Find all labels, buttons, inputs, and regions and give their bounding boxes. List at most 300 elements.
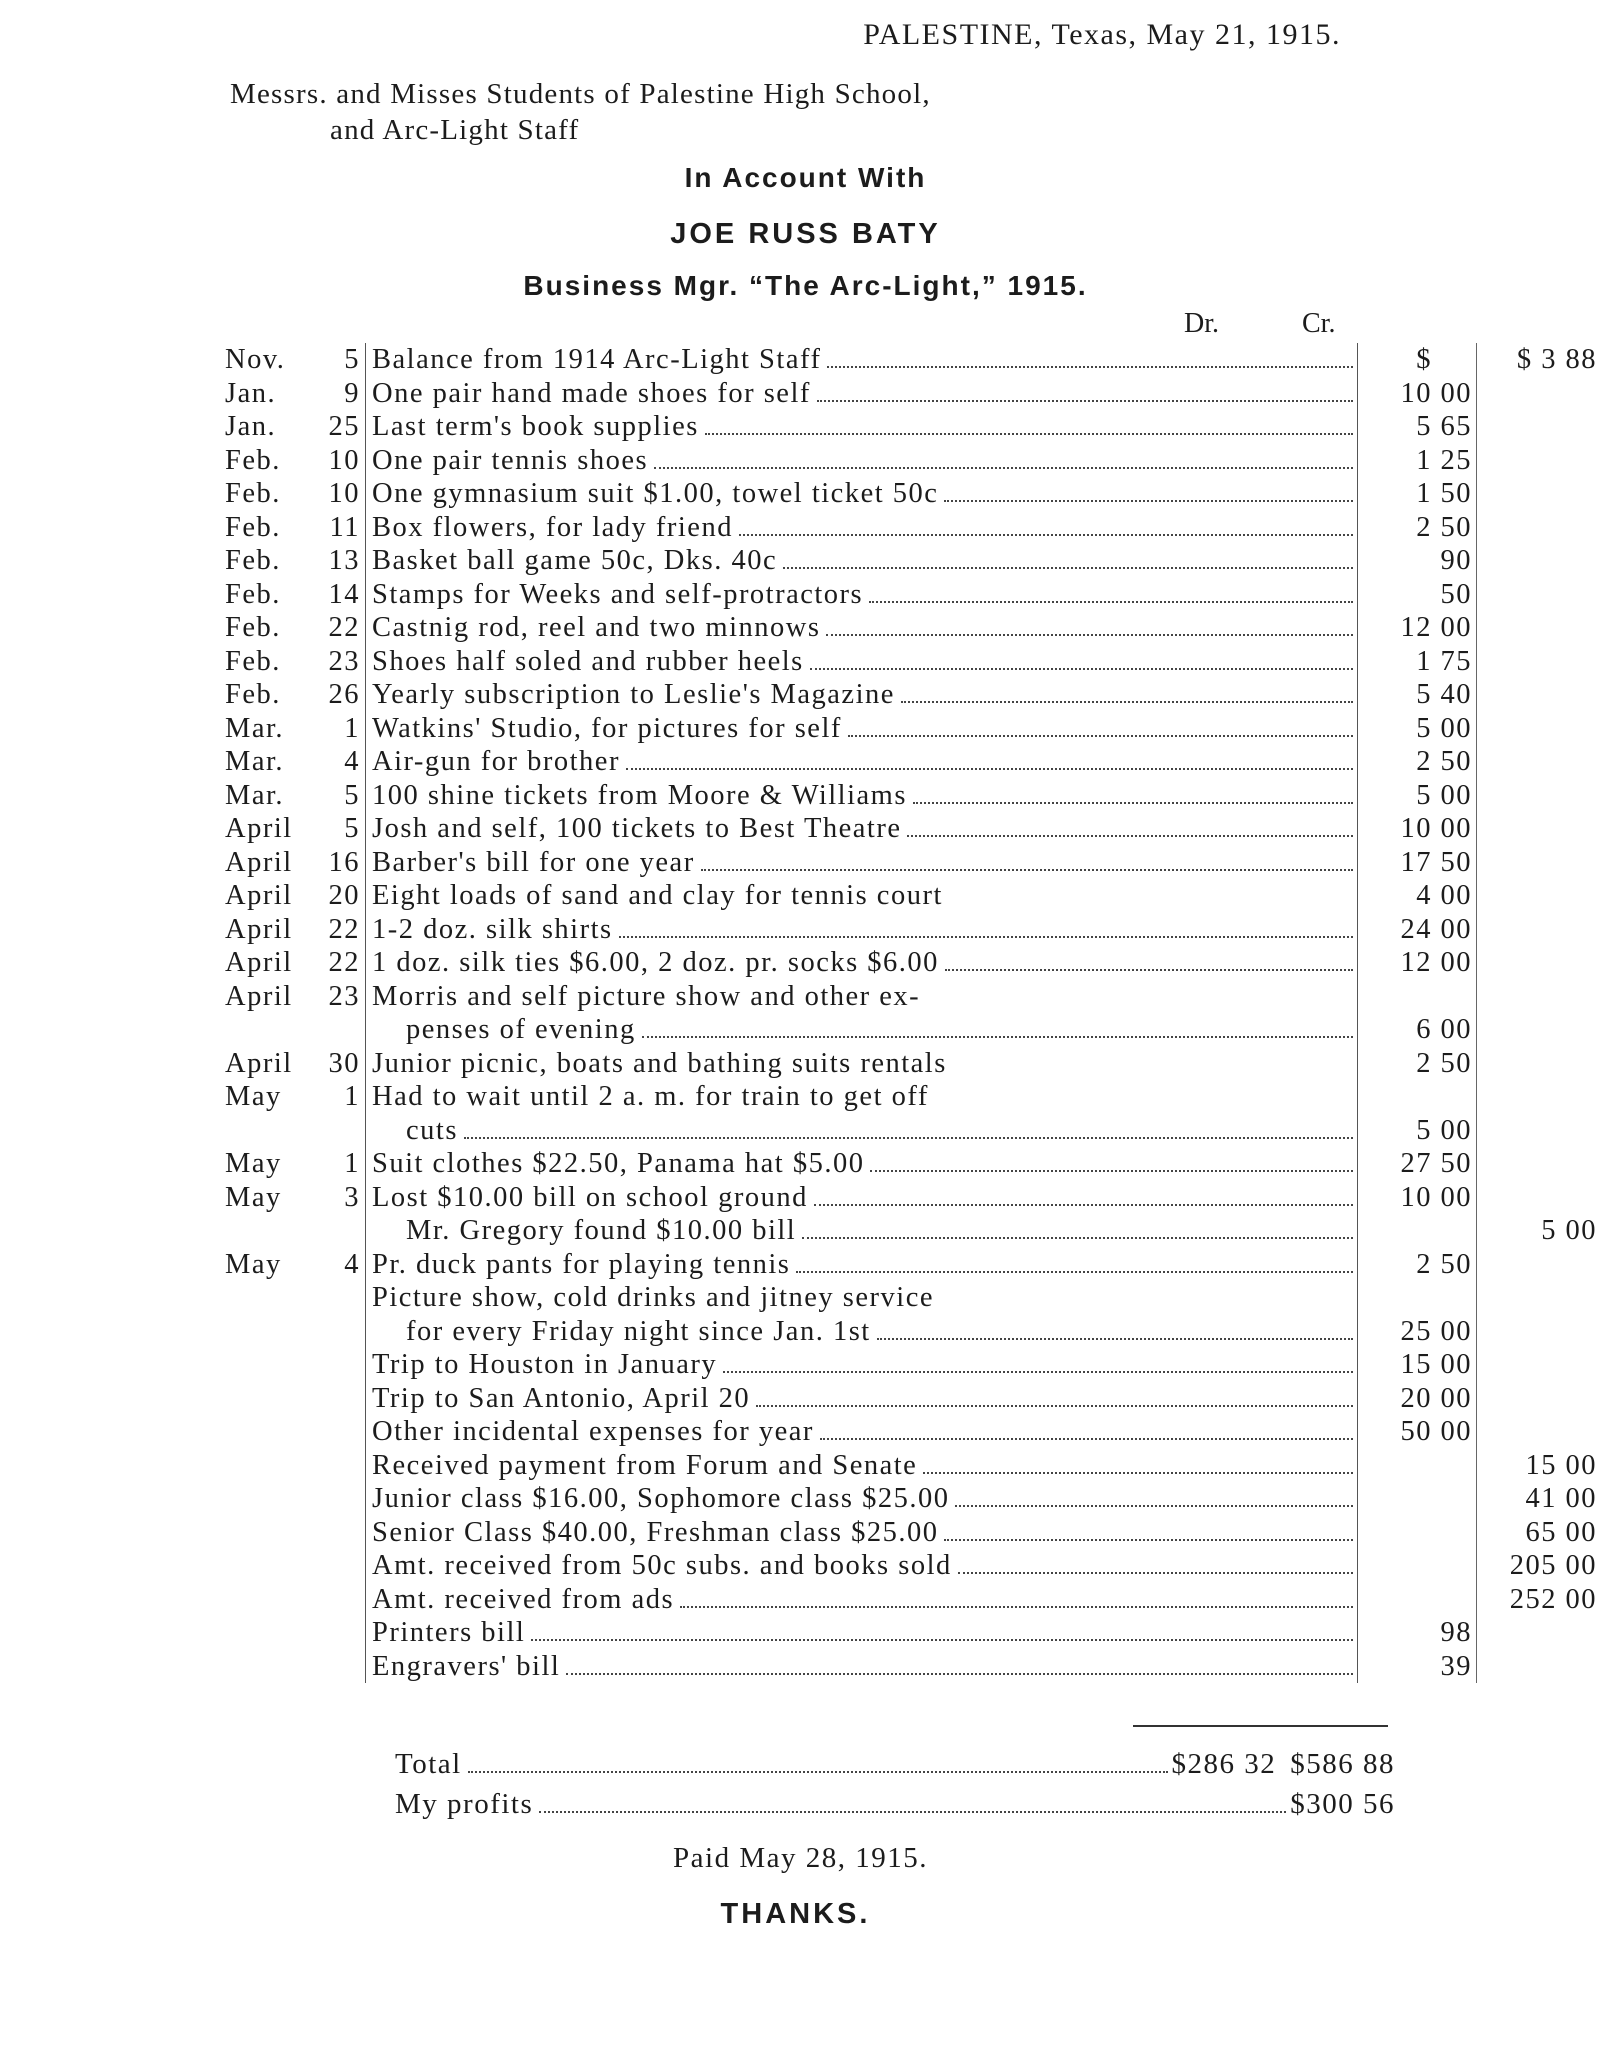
- entry-month: April: [225, 880, 293, 911]
- entry-day: 3: [344, 1181, 360, 1213]
- dot-leader: [944, 1538, 1353, 1541]
- entry-debit-dollars: 12: [1400, 612, 1432, 643]
- entry-debit-cents: 00: [1440, 913, 1472, 945]
- entry-debit-cents: 50: [1440, 1148, 1472, 1179]
- credit-column-header: Cr.: [1302, 308, 1336, 339]
- entry-month: April: [225, 980, 293, 1012]
- entry-description: Engravers' bill: [372, 1650, 561, 1682]
- entry-credit: [1477, 1013, 1597, 1047]
- entry-debit: [1356, 410, 1477, 444]
- entry-description-cell: [365, 1482, 1358, 1516]
- entry-credit: [1477, 1114, 1597, 1148]
- entry-debit-dollars: 24: [1400, 913, 1432, 945]
- entry-description-cell: [365, 1114, 1358, 1148]
- entry-debit-cents: 00: [1440, 947, 1472, 978]
- entry-credit: [1477, 745, 1597, 779]
- entry-description: cuts: [406, 1114, 458, 1146]
- entry-month: April: [225, 1047, 293, 1079]
- dot-leader: [756, 1404, 1353, 1407]
- entry-month: Nov.: [225, 344, 286, 375]
- entry-debit: [1356, 712, 1477, 746]
- entry-description: Picture show, cold drinks and jitney service: [372, 1282, 934, 1313]
- entry-debit: [1356, 544, 1477, 578]
- entry-credit-cents: 00: [1565, 1215, 1597, 1246]
- entry-day: 1: [344, 1081, 360, 1112]
- entry-description: Other incidental expenses for year: [372, 1416, 814, 1447]
- account-holder-name: JOE RUSS BATY: [670, 218, 941, 250]
- entry-credit: [1477, 879, 1597, 913]
- entry-month: Jan.: [225, 411, 277, 442]
- dot-leader: [817, 399, 1353, 402]
- entry-description-cell: [365, 1382, 1358, 1416]
- entry-debit: [1356, 1549, 1477, 1583]
- entry-credit: [1477, 377, 1597, 411]
- dateline: PALESTINE, Texas, May 21, 1915.: [863, 18, 1341, 51]
- entry-debit-dollars: 2: [1416, 1047, 1432, 1079]
- entry-debit: [1356, 477, 1477, 511]
- ledger-row: [225, 477, 1472, 511]
- entry-debit-cents: 50: [1440, 578, 1472, 610]
- ledger-row: [225, 645, 1472, 679]
- entry-description-cell: [365, 1047, 1358, 1081]
- entry-day: 1: [344, 1148, 360, 1179]
- entry-debit-cents: 50: [1440, 746, 1472, 777]
- entry-credit: [1477, 511, 1597, 545]
- entry-description: Box flowers, for lady friend: [372, 511, 733, 543]
- ledger-row: [225, 343, 1597, 377]
- entry-day: 20: [328, 880, 360, 911]
- dot-leader: [802, 1236, 1353, 1239]
- entry-description-cell: [365, 544, 1358, 578]
- entry-month: Feb.: [225, 578, 281, 610]
- entry-debit: [1356, 1516, 1477, 1550]
- entry-debit: [1356, 377, 1477, 411]
- ledger-row: [225, 980, 1410, 1014]
- entry-month: Feb.: [225, 444, 281, 476]
- entry-debit: [1356, 1281, 1477, 1315]
- entry-description-cell: [365, 1449, 1358, 1483]
- ledger-row: [225, 913, 1472, 947]
- entry-description: Senior Class $40.00, Freshman class $25.00: [372, 1516, 939, 1548]
- entry-description-cell: [365, 410, 1358, 444]
- entry-description-cell: [365, 1415, 1358, 1449]
- entry-credit: [1477, 477, 1597, 511]
- entry-credit-cents: 00: [1565, 1550, 1597, 1581]
- entry-description-cell: [365, 1281, 1358, 1315]
- ledger-row: [225, 544, 1472, 578]
- entry-day: 5: [344, 813, 360, 844]
- entry-month: May: [225, 1148, 282, 1179]
- entry-day: 30: [328, 1047, 360, 1079]
- entry-debit-cents: 65: [1440, 411, 1472, 442]
- entry-day: 10: [328, 478, 360, 509]
- entry-description: 1-2 doz. silk shirts: [372, 913, 613, 945]
- dot-leader: [531, 1638, 1353, 1641]
- entry-debit-dollars: 27: [1400, 1148, 1432, 1179]
- ledger-row: [225, 1549, 1597, 1583]
- entry-description-cell: [365, 1013, 1358, 1047]
- entry-credit-dollars: 205: [1509, 1550, 1557, 1581]
- entry-debit-dollars: 2: [1416, 1248, 1432, 1280]
- entry-debit-cents: 00: [1440, 1181, 1472, 1213]
- ledger-row: [225, 1382, 1472, 1416]
- entry-debit: [1356, 1382, 1477, 1416]
- entry-credit: [1477, 1281, 1597, 1315]
- entry-credit: [1477, 578, 1597, 612]
- entry-day: 23: [328, 980, 360, 1012]
- ledger-row: [225, 1650, 1472, 1684]
- entry-month: Feb.: [225, 478, 281, 509]
- account-holder-title: Business Mgr. “The Arc-Light,” 1915.: [523, 270, 1088, 301]
- entry-debit: [1356, 1047, 1477, 1081]
- ledger-row: [225, 678, 1472, 712]
- entry-description-cell: [365, 712, 1358, 746]
- entry-month: May: [225, 1248, 282, 1280]
- entry-debit: [1356, 343, 1477, 377]
- entry-credit: [1477, 846, 1597, 880]
- entry-description-cell: [365, 578, 1358, 612]
- entry-day: 25: [328, 411, 360, 442]
- entry-debit-cents: 00: [1440, 1349, 1472, 1380]
- entry-debit: [1356, 1449, 1477, 1483]
- ledger-row: [225, 1516, 1597, 1550]
- entry-description-cell: [365, 812, 1358, 846]
- entry-description: One gymnasium suit $1.00, towel ticket 50c: [372, 478, 939, 509]
- entry-description: Amt. received from 50c subs. and books sold: [372, 1550, 952, 1581]
- addressee-line-1: Messrs. and Misses Students of Palestine High School,: [230, 78, 931, 110]
- entry-credit-dollars: 65: [1525, 1516, 1557, 1548]
- entry-description: Air-gun for brother: [372, 746, 620, 777]
- entry-description-cell: [365, 1147, 1358, 1181]
- entry-debit: [1356, 611, 1477, 645]
- profits-value: $300 56: [1290, 1788, 1395, 1820]
- dot-leader: [869, 600, 1353, 603]
- dot-leader: [619, 935, 1353, 938]
- entry-debit-cents: 00: [1440, 612, 1472, 643]
- entry-credit: [1477, 1516, 1597, 1550]
- entry-debit: [1356, 511, 1477, 545]
- entry-day: 23: [328, 645, 360, 677]
- ledger-row: [225, 946, 1472, 980]
- entry-description-cell: [365, 1516, 1358, 1550]
- entry-debit-cents: 75: [1440, 645, 1472, 677]
- total-leader: [468, 1770, 1168, 1773]
- total-label: Total: [395, 1748, 462, 1780]
- entry-credit: [1477, 1583, 1597, 1617]
- entry-debit-cents: 25: [1440, 444, 1472, 476]
- dot-leader: [814, 1203, 1353, 1206]
- entry-debit: [1356, 1181, 1477, 1215]
- entry-description: 1 doz. silk ties $6.00, 2 doz. pr. socks $6.00: [372, 947, 939, 978]
- profits-leader: [539, 1810, 1286, 1813]
- dot-leader: [955, 1504, 1353, 1507]
- dot-leader: [723, 1370, 1353, 1373]
- entry-credit: [1477, 712, 1597, 746]
- entry-credit: [1477, 913, 1597, 947]
- entry-credit: [1477, 1549, 1597, 1583]
- entry-debit-cents: 00: [1440, 1014, 1472, 1045]
- entry-description: Morris and self picture show and other ex-: [372, 980, 921, 1012]
- entry-day: 26: [328, 679, 360, 710]
- profits-row: [395, 1788, 1395, 1821]
- entry-debit: [1356, 1415, 1477, 1449]
- entry-credit: [1477, 980, 1597, 1014]
- entry-credit-cents: 00: [1565, 1483, 1597, 1514]
- ledger-row: [225, 1415, 1472, 1449]
- ledger-row: [225, 511, 1472, 545]
- entry-debit-dollars: 20: [1400, 1382, 1432, 1414]
- addressee-line-2: and Arc-Light Staff: [330, 114, 580, 146]
- entry-debit-dollars: 5: [1416, 712, 1432, 744]
- entry-description-cell: [365, 645, 1358, 679]
- entry-credit-cents: 00: [1565, 1449, 1597, 1481]
- entry-description: One pair tennis shoes: [372, 444, 649, 476]
- ledger-row: [225, 812, 1472, 846]
- entry-credit: [1477, 1348, 1597, 1382]
- entry-description: Junior picnic, boats and bathing suits rentals: [372, 1047, 947, 1079]
- entry-description-cell: [365, 678, 1358, 712]
- entry-description: Castnig rod, reel and two minnows: [372, 612, 821, 643]
- entry-credit: [1477, 779, 1597, 813]
- dot-leader: [796, 1270, 1353, 1273]
- entry-description-cell: [365, 1348, 1358, 1382]
- entry-credit-dollars: 41: [1525, 1483, 1557, 1514]
- ledger-row: [225, 712, 1472, 746]
- entry-debit-dollars: 5: [1416, 679, 1432, 710]
- entry-debit: [1356, 1013, 1477, 1047]
- entry-debit-cents: 00: [1440, 712, 1472, 744]
- entry-description-cell: [365, 879, 1358, 913]
- entry-debit: [1356, 645, 1477, 679]
- entry-month: April: [225, 913, 293, 945]
- addressee: [230, 76, 931, 148]
- entry-day: 4: [344, 1248, 360, 1280]
- entry-debit-cents: 00: [1440, 779, 1472, 811]
- entry-description-cell: [365, 1214, 1358, 1248]
- entry-debit: [1356, 1616, 1477, 1650]
- entry-debit-cents: 00: [1440, 813, 1472, 844]
- entry-month: Feb.: [225, 645, 281, 677]
- entry-debit-dollars: 2: [1416, 746, 1432, 777]
- dot-leader: [826, 633, 1353, 636]
- ledger-row: [225, 444, 1472, 478]
- entry-description: Had to wait until 2 a. m. for train to get off: [372, 1081, 929, 1112]
- entry-debit: [1356, 444, 1477, 478]
- ledger-row: [225, 1147, 1472, 1181]
- entry-month: Mar.: [225, 712, 285, 744]
- entry-debit-cents: 40: [1440, 679, 1472, 710]
- entry-description: Barber's bill for one year: [372, 846, 695, 878]
- entry-credit: [1477, 1047, 1597, 1081]
- entry-day: 1: [344, 712, 360, 744]
- entry-day: 9: [344, 377, 360, 409]
- ledger-row: [225, 1181, 1472, 1215]
- entry-description-cell: [365, 1616, 1358, 1650]
- entry-debit-cents: 00: [1440, 880, 1472, 911]
- ledger-row: [225, 410, 1472, 444]
- entry-debit: [1356, 1583, 1477, 1617]
- entry-day: 13: [328, 545, 360, 576]
- entry-month: Feb.: [225, 612, 281, 643]
- ledger-row: [225, 779, 1472, 813]
- ledger-row: [225, 879, 1472, 913]
- entry-day: 22: [328, 913, 360, 945]
- ledger-row: [225, 1348, 1472, 1382]
- entry-description: One pair hand made shoes for self: [372, 377, 811, 409]
- entry-debit-cents: 50: [1440, 1047, 1472, 1079]
- entry-credit-dollars: 5: [1541, 1215, 1557, 1246]
- entry-credit: [1477, 1482, 1597, 1516]
- entry-credit-dollars: 252: [1509, 1583, 1557, 1615]
- entry-credit: [1477, 343, 1597, 377]
- entry-debit-dollars: 5: [1416, 411, 1432, 442]
- entry-description-cell: [365, 946, 1358, 980]
- entry-description: Balance from 1914 Arc-Light Staff: [372, 344, 822, 375]
- entry-day: 11: [329, 511, 360, 543]
- entry-credit: [1477, 611, 1597, 645]
- entry-credit-dollars: 15: [1525, 1449, 1557, 1481]
- entry-description-cell: [365, 1248, 1358, 1282]
- entry-description-cell: [365, 343, 1358, 377]
- dot-leader: [944, 499, 1353, 502]
- ledger-row: [225, 1013, 1472, 1047]
- total-credit: $586 88: [1290, 1748, 1395, 1780]
- entry-debit-cents: 00: [1440, 1416, 1472, 1447]
- entry-description: Eight loads of sand and clay for tennis court: [372, 880, 943, 911]
- entry-month: Jan.: [225, 377, 277, 409]
- dot-leader: [566, 1672, 1353, 1675]
- entry-description-cell: [365, 913, 1358, 947]
- entry-description: Basket ball game 50c, Dks. 40c: [372, 545, 778, 576]
- ledger-row: [225, 1482, 1597, 1516]
- entry-day: 22: [328, 612, 360, 643]
- ledger-table: [225, 343, 1597, 1683]
- entry-debit-cents: 39: [1440, 1650, 1472, 1682]
- entry-description-cell: [365, 846, 1358, 880]
- entry-month: Mar.: [225, 779, 285, 811]
- dot-leader: [923, 1471, 1353, 1474]
- entry-debit-dollars: 1: [1416, 444, 1432, 476]
- entry-description-cell: [365, 745, 1358, 779]
- entry-debit-dollars: 10: [1400, 1181, 1432, 1213]
- entry-debit: [1356, 678, 1477, 712]
- entry-credit: [1477, 1415, 1597, 1449]
- entry-description-cell: [365, 1583, 1358, 1617]
- entry-description: Watkins' Studio, for pictures for self: [372, 712, 842, 744]
- entry-month: April: [225, 813, 293, 844]
- entry-debit-cents: 00: [1440, 1382, 1472, 1414]
- entry-description: Pr. duck pants for playing tennis: [372, 1248, 791, 1280]
- entry-debit: [1356, 1214, 1477, 1248]
- entry-debit: [1356, 1482, 1477, 1516]
- entry-month: Feb.: [225, 511, 281, 543]
- dot-leader: [701, 868, 1353, 871]
- entry-credit: [1477, 1080, 1597, 1114]
- entry-day: 10: [328, 444, 360, 476]
- entry-day: 5: [344, 344, 360, 375]
- entry-credit: [1477, 1147, 1597, 1181]
- entry-debit-cents: 50: [1440, 478, 1472, 509]
- entry-debit-dollars: 12: [1400, 947, 1432, 978]
- entry-day: 14: [328, 578, 360, 610]
- entry-description-cell: [365, 1549, 1358, 1583]
- ledger-row: [225, 1114, 1472, 1148]
- entry-description: Suit clothes $22.50, Panama hat $5.00: [372, 1148, 865, 1179]
- entry-month: April: [225, 947, 293, 978]
- dot-leader: [870, 1169, 1353, 1172]
- entry-description: for every Friday night since Jan. 1st: [406, 1315, 871, 1347]
- dot-leader: [654, 466, 1353, 469]
- entry-debit: [1356, 946, 1477, 980]
- entry-description: Shoes half soled and rubber heels: [372, 645, 804, 677]
- entry-description: Stamps for Weeks and self-protractors: [372, 578, 864, 610]
- dot-leader: [626, 767, 1353, 770]
- entry-description: penses of evening: [406, 1014, 636, 1045]
- ledger-row: [225, 846, 1472, 880]
- entry-day: 16: [328, 846, 360, 878]
- entry-month: May: [225, 1181, 282, 1213]
- entry-credit: [1477, 1650, 1597, 1684]
- ledger-row: [225, 745, 1472, 779]
- ledger-row: [225, 1449, 1597, 1483]
- entry-credit: [1477, 1248, 1597, 1282]
- entry-description: Trip to San Antonio, April 20: [372, 1382, 751, 1414]
- dot-leader: [464, 1136, 1353, 1139]
- entry-credit-cents: 88: [1565, 344, 1597, 375]
- entry-credit: [1477, 444, 1597, 478]
- dot-leader: [680, 1605, 1353, 1608]
- entry-description-cell: [365, 779, 1358, 813]
- ledger-row: [225, 1047, 1472, 1081]
- entry-month: April: [225, 846, 293, 878]
- entry-description: Mr. Gregory found $10.00 bill: [406, 1215, 797, 1246]
- entry-debit-dollars: 2: [1416, 511, 1432, 543]
- entry-debit: [1356, 1248, 1477, 1282]
- profits-label: My profits: [395, 1788, 534, 1820]
- entry-credit: [1477, 1449, 1597, 1483]
- dot-leader: [958, 1571, 1353, 1574]
- entry-debit-dollars: 17: [1400, 846, 1432, 878]
- dot-leader: [848, 734, 1353, 737]
- entry-debit-dollars: 10: [1400, 377, 1432, 409]
- entry-description: Yearly subscription to Leslie's Magazine: [372, 679, 895, 710]
- entry-description-cell: [365, 1080, 1358, 1114]
- entry-debit-dollars: 10: [1400, 813, 1432, 844]
- ledger-row: [225, 1583, 1597, 1617]
- dot-leader: [945, 968, 1353, 971]
- entry-debit-dollars: 1: [1416, 478, 1432, 509]
- ledger-row: [225, 1616, 1472, 1650]
- entry-debit: [1356, 812, 1477, 846]
- paid-note: Paid May 28, 1915.: [673, 1842, 928, 1874]
- entry-credit: [1477, 1616, 1597, 1650]
- entry-description: Lost $10.00 bill on school ground: [372, 1181, 808, 1213]
- dot-leader: [901, 700, 1353, 703]
- entry-debit: [1356, 1147, 1477, 1181]
- entry-debit: [1356, 980, 1477, 1014]
- entry-description-cell: [365, 1650, 1358, 1684]
- entry-debit-dollars: $: [1416, 344, 1432, 375]
- entry-description: Trip to Houston in January: [372, 1349, 718, 1380]
- entry-credit: [1477, 678, 1597, 712]
- ledger-row: [225, 1281, 1410, 1315]
- dot-leader: [783, 566, 1353, 569]
- entry-debit: [1356, 1315, 1477, 1349]
- entry-description-cell: [365, 444, 1358, 478]
- ledger-row: [225, 377, 1472, 411]
- entry-debit-dollars: 1: [1416, 645, 1432, 677]
- totals-rule: [1133, 1725, 1388, 1727]
